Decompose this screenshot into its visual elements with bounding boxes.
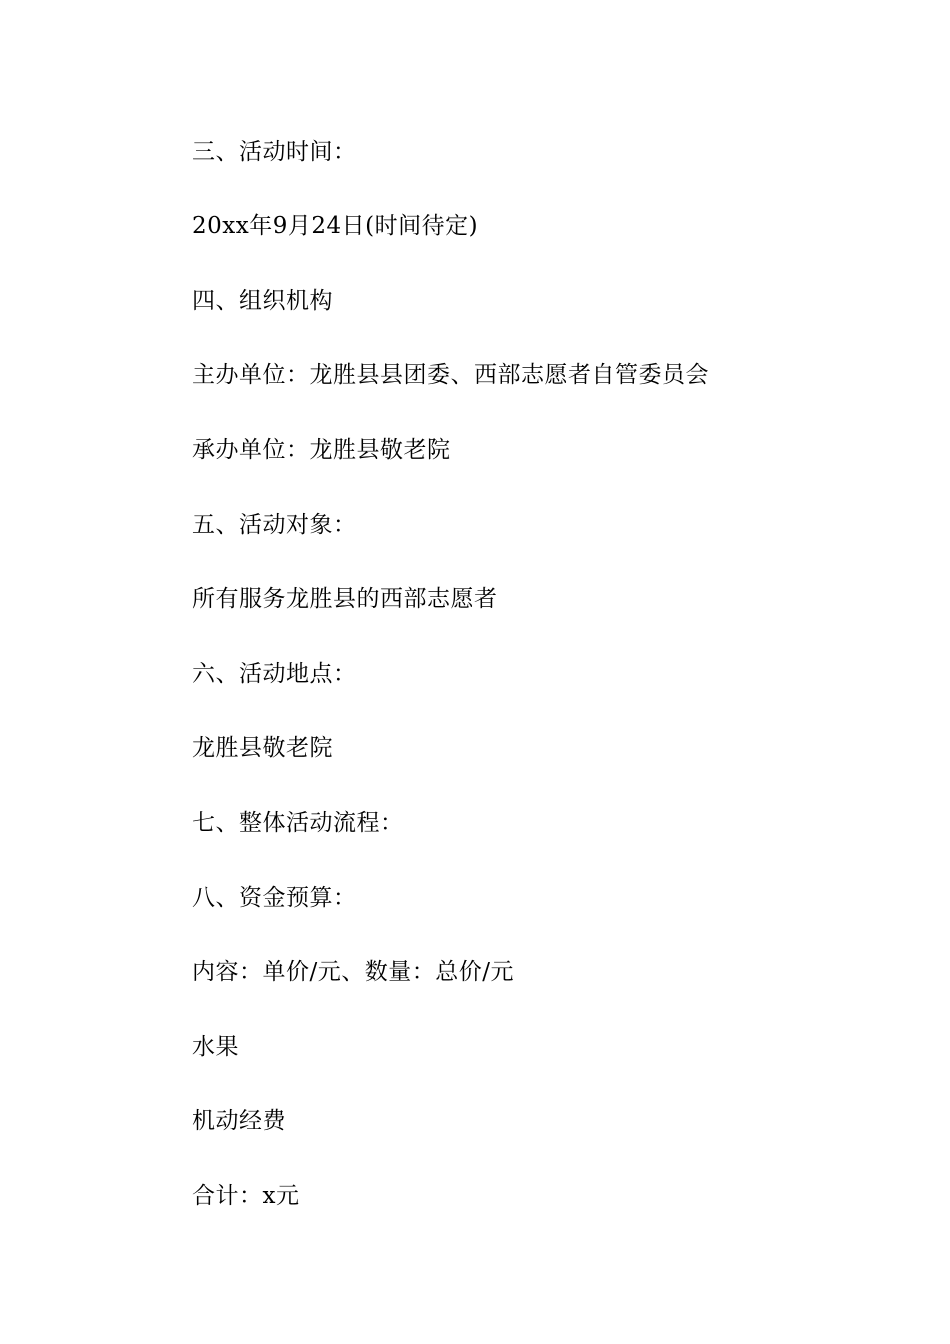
organizer-unit-text: 承办单位：龙胜县敬老院 [192,437,451,463]
budget-item-contingency: 机动经费 [192,1108,286,1134]
section-heading-process: 七、整体活动流程： [192,810,404,836]
budget-columns-text: 内容：单价/元、数量：总价/元 [192,959,514,985]
budget-total-text: 合计：x元 [192,1183,300,1209]
section-heading-target: 五、活动对象： [192,512,357,538]
activity-date-text: 20xx年9月24日(时间待定) [192,213,479,239]
host-unit-text: 主办单位：龙胜县县团委、西部志愿者自管委员会 [192,362,709,388]
section-heading-activity-time: 三、活动时间： [192,139,357,165]
budget-item-fruit: 水果 [192,1034,239,1060]
section-heading-organization: 四、组织机构 [192,288,333,314]
section-heading-location: 六、活动地点： [192,661,357,687]
target-audience-text: 所有服务龙胜县的西部志愿者 [192,586,498,612]
section-heading-budget: 八、资金预算： [192,885,357,911]
location-text: 龙胜县敬老院 [192,735,333,761]
